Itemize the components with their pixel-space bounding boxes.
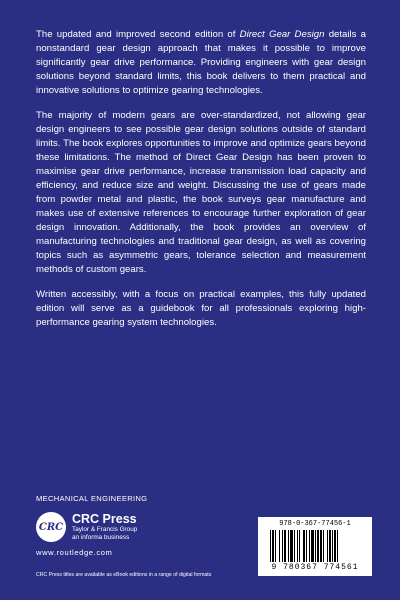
book-title-italic: Direct Gear Design bbox=[239, 29, 325, 40]
blurb-paragraph-3: Written accessibly, with a focus on practical examples, this fully updated edition will serve as a guidebook for all professionals exploring high-performance gearing system technologies. bbox=[36, 289, 366, 328]
isbn-label: 978-0-367-77456-1 bbox=[279, 520, 351, 528]
isbn-digits: 9 780367 774561 bbox=[271, 563, 359, 572]
blurb-paragraph-2: The majority of modern gears are over-standardized, not allowing gear design engineers to see possible gear design solutions outside of standard limits. The book explores opportunities to improve and optimize gears beyond these limitations. The method of Direct Gear Design has been proven to maximise gear drive performance, increase transmission load capacity and efficiency, and reduce size and weight. Discussing the use of gears made from powder metal and plastic, the book surveys gear manufacture and makes use of extensive references to encourage further exploration of gear design innovation. Additionally, the book provides an overview of manufacturing technologies and traditional gear design, as well as covering topics such as asymmetric gears, tolerance selection and measurement methods of custom gears. bbox=[36, 110, 366, 275]
subject-category: MECHANICAL ENGINEERING bbox=[36, 494, 148, 503]
publisher-group: Taylor & Francis Group bbox=[72, 526, 138, 534]
publisher-tagline: an informa business bbox=[72, 533, 130, 541]
back-cover-blurb bbox=[36, 28, 366, 341]
publisher-website: www.routledge.com bbox=[36, 548, 113, 557]
ebook-footnote: CRC Press titles are available as eBook editions in a range of digital formats bbox=[36, 572, 212, 578]
isbn-barcode bbox=[258, 517, 372, 576]
publisher-name: CRC Press bbox=[72, 512, 137, 526]
barcode-bars-icon bbox=[270, 530, 360, 562]
blurb-p1-lead: The updated and improved second edition of bbox=[36, 29, 240, 40]
crc-logo-icon: CRC bbox=[36, 512, 66, 542]
blurb-p1-rest: details a nonstandard gear design approach that makes it possible to improve significantly gear drive performance. Providing engineers with gear design solutions beyond standard limits, this book delivers to them practical and innovative solutions to optimize gearing technologies. bbox=[36, 29, 367, 96]
blurb-paragraph-1 bbox=[36, 28, 366, 98]
publisher-block bbox=[36, 512, 137, 542]
publisher-text bbox=[72, 512, 137, 541]
